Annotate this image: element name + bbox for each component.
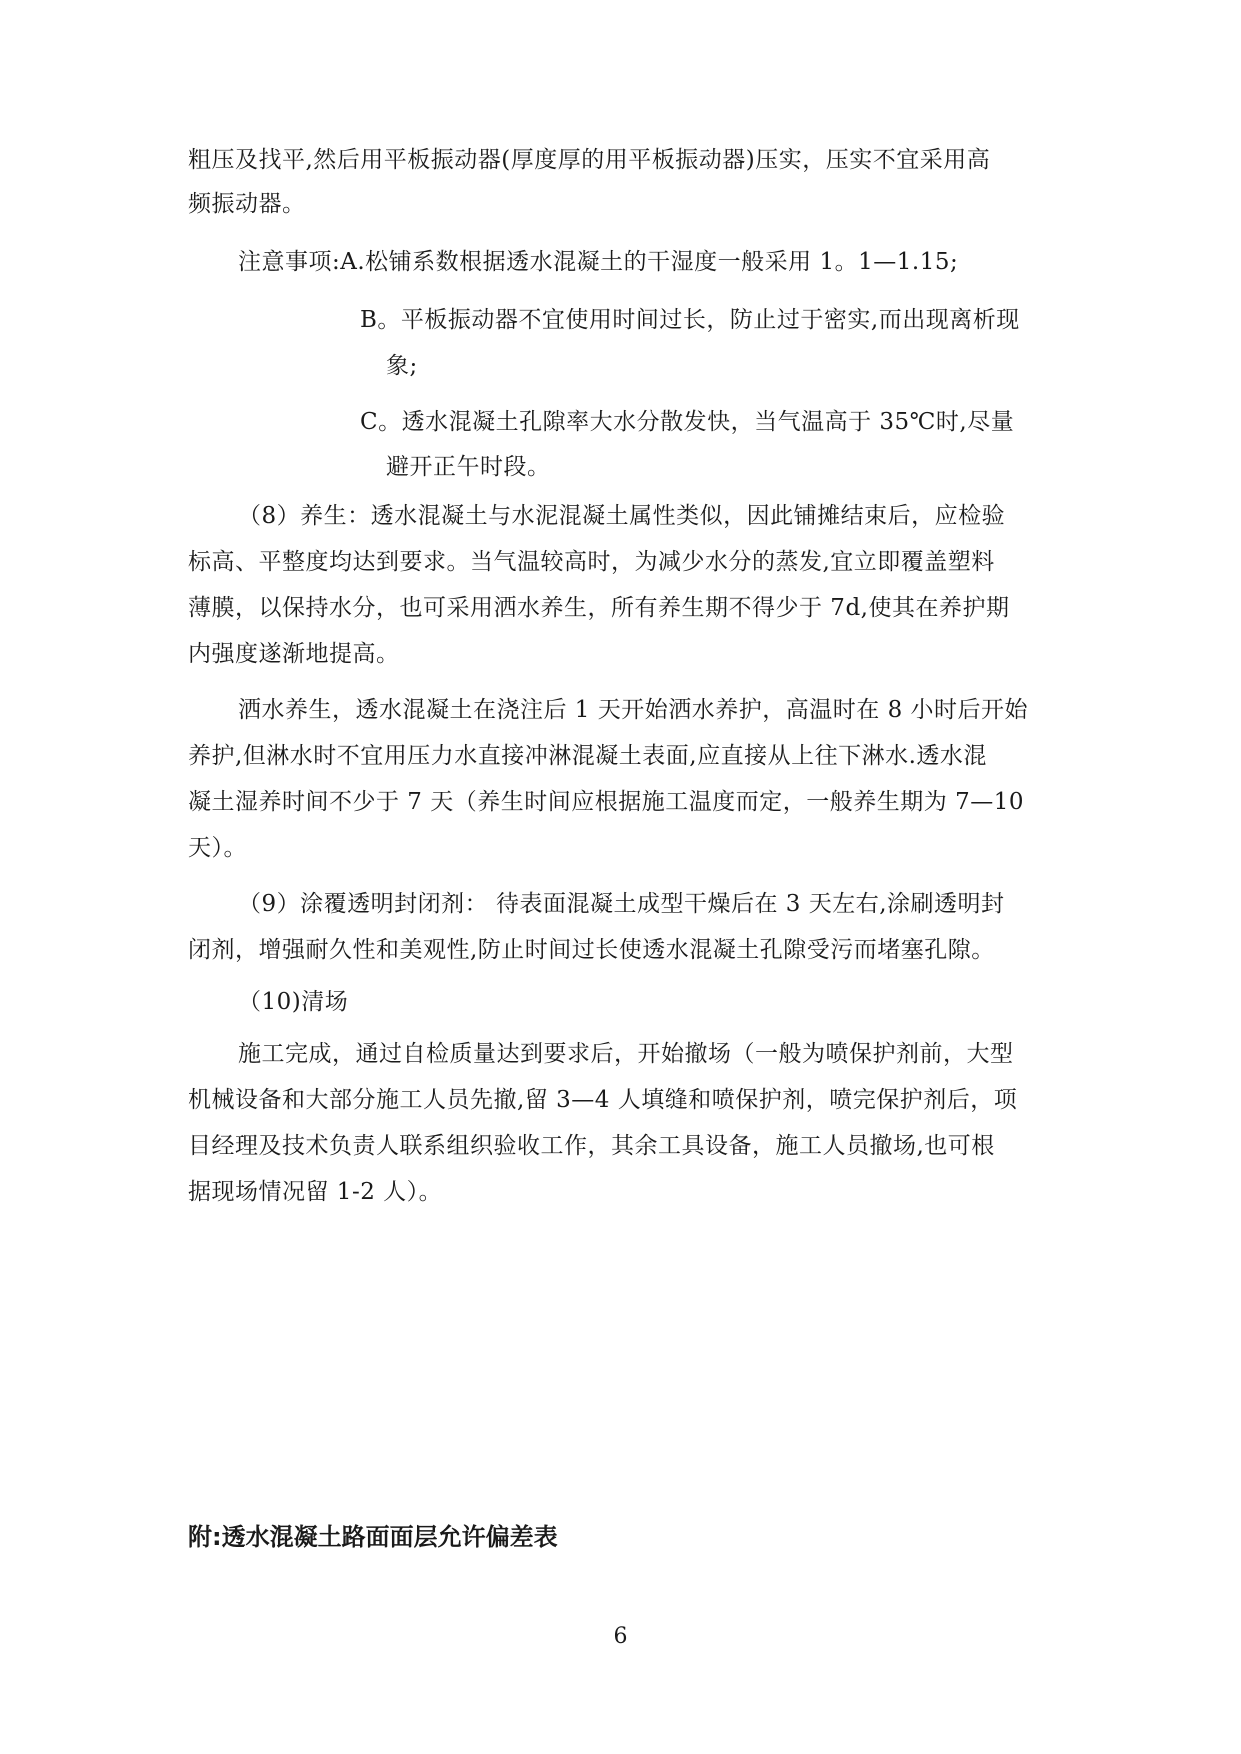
body-line: 象; (386, 353, 418, 379)
body-line: C。透水混凝土孔隙率大水分散发快，当气温高于 35℃时,尽量 (360, 409, 1015, 435)
body-line: 目经理及技术负责人联系组织验收工作，其余工具设备，施工人员撤场,也可根 (188, 1133, 995, 1159)
body-line: （10)清场 (238, 989, 349, 1015)
body-line: B。平板振动器不宜使用时间过长，防止过于密实,而出现离析现 (360, 307, 1020, 333)
body-line: 施工完成，通过自检质量达到要求后，开始撤场（一般为喷保护剂前，大型 (238, 1041, 1014, 1067)
body-line: 据现场情况留 1-2 人）。 (188, 1179, 443, 1205)
appendix-heading: 附:透水混凝土路面面层允许偏差表 (188, 1523, 558, 1551)
body-line: 薄膜，以保持水分，也可采用洒水养生，所有养生期不得少于 7d,使其在养护期 (188, 595, 1010, 621)
body-line: 机械设备和大部分施工人员先撤,留 3—4 人填缝和喷保护剂，喷完保护剂后，项 (188, 1087, 1018, 1113)
body-line: 注意事项:A.松铺系数根据透水混凝土的干湿度一般采用 1。1—1.15; (238, 249, 959, 275)
body-line: 标高、平整度均达到要求。当气温较高时，为减少水分的蒸发,宜立即覆盖塑料 (188, 549, 995, 575)
page-number: 6 (613, 1624, 628, 1649)
body-line: 闭剂，增强耐久性和美观性,防止时间过长使透水混凝土孔隙受污而堵塞孔隙。 (188, 937, 995, 963)
body-line: 粗压及找平,然后用平板振动器(厚度厚的用平板振动器)压实，压实不宜采用高 (188, 147, 991, 173)
body-line: 凝土湿养时间不少于 7 天（养生时间应根据施工温度而定，一般养生期为 7—10 (188, 789, 1024, 815)
body-line: 频振动器。 (188, 191, 306, 217)
body-line: 避开正午时段。 (386, 454, 551, 480)
body-line: 养护,但淋水时不宜用压力水直接冲淋混凝土表面,应直接从上往下淋水.透水混 (188, 743, 987, 769)
body-line: （8）养生：透水混凝土与水泥混凝土属性类似，因此铺摊结束后，应检验 (238, 503, 1006, 529)
body-line: 内强度遂渐地提高。 (188, 641, 400, 667)
body-line: 天）。 (188, 835, 247, 861)
body-line: 洒水养生，透水混凝土在浇注后 1 天开始洒水养护，高温时在 8 小时后开始 (238, 697, 1029, 723)
body-line: （9）涂覆透明封闭剂： 待表面混凝土成型干燥后在 3 天左右,涂刷透明封 (238, 891, 1005, 917)
